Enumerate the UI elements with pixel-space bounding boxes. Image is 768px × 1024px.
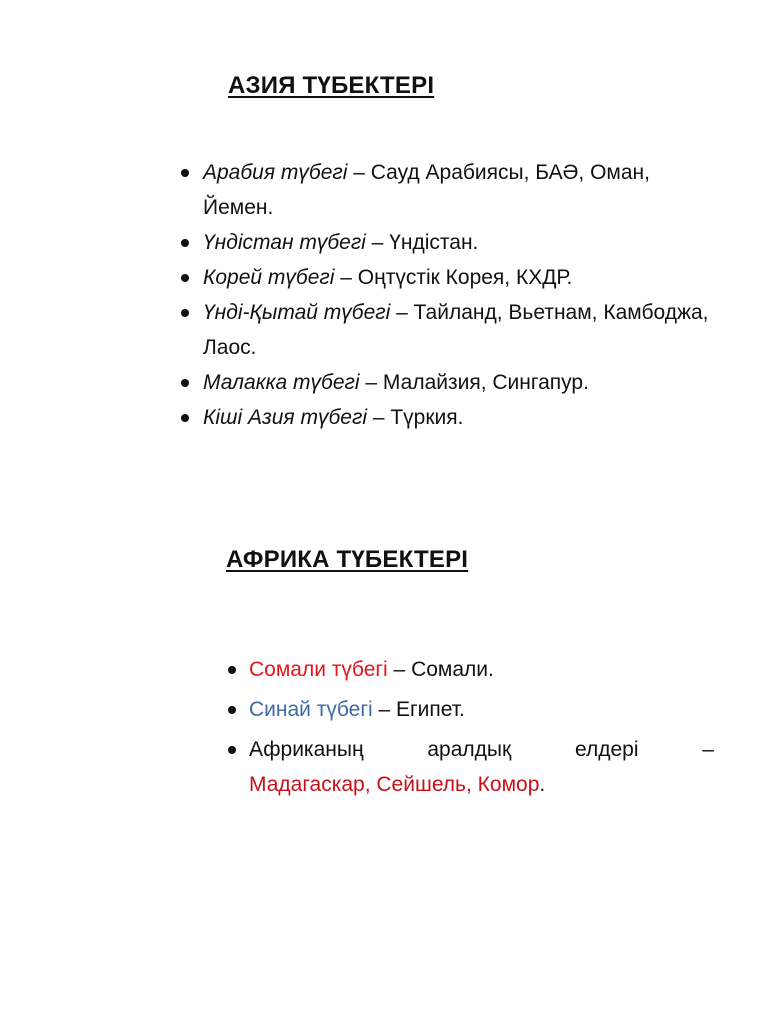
africa-peninsulas-list <box>249 652 714 807</box>
list-item <box>203 400 723 435</box>
dash-separator: – <box>387 658 412 681</box>
country-list: Үндістан. <box>389 231 479 254</box>
period: . <box>539 773 546 796</box>
dash-separator: – <box>372 698 397 721</box>
peninsula-name: Малакка түбегі <box>203 371 360 394</box>
list-item <box>203 260 723 295</box>
list-item <box>203 295 723 365</box>
dash-separator: – <box>390 301 414 324</box>
asia-peninsulas-list <box>203 155 723 435</box>
island-countries-line <box>249 767 714 802</box>
dash-separator: – <box>347 161 371 184</box>
list-item <box>203 365 723 400</box>
peninsula-name: Кіші Азия түбегі <box>203 406 367 429</box>
peninsula-name: Синай түбегі <box>249 698 373 721</box>
dash-separator: – <box>365 231 390 254</box>
asia-peninsulas-heading: АЗИЯ ТҮБЕКТЕРІ <box>228 72 435 99</box>
list-item <box>203 225 723 260</box>
peninsula-name: Арабия түбегі <box>203 161 348 184</box>
africa-peninsulas-heading: АФРИКА ТҮБЕКТЕРІ <box>226 546 469 573</box>
intro-word: Африканың <box>249 738 364 761</box>
country-list: Египет. <box>396 698 465 721</box>
country-list: Сомали. <box>411 658 494 681</box>
list-item <box>249 652 714 687</box>
dash-separator: – <box>359 371 383 394</box>
list-item <box>249 732 714 802</box>
country-list: Сауд Арабиясы, БАӘ, Оман, Йемен. <box>203 161 650 219</box>
intro-word: аралдық <box>427 738 512 761</box>
country-list: Түркия. <box>390 406 464 429</box>
peninsula-name: Сомали түбегі <box>249 658 388 681</box>
country-list: Оңтүстік Корея, КХДР. <box>357 266 573 289</box>
list-item <box>249 692 714 727</box>
intro-word: елдері <box>574 738 639 761</box>
peninsula-name: Корей түбегі <box>203 266 335 289</box>
peninsula-name: Үндістан түбегі <box>203 231 366 254</box>
peninsula-name: Үнді-Қытай түбегі <box>203 301 391 324</box>
dash-separator: – <box>702 738 714 761</box>
country-list: Малайзия, Сингапур. <box>382 371 589 394</box>
country-list: Тайланд, Вьетнам, Камбоджа, Лаос. <box>203 301 709 359</box>
dash-separator: – <box>334 266 358 289</box>
dash-separator: – <box>366 406 391 429</box>
list-item <box>203 155 723 225</box>
island-country-list: Мадагаскар, Сейшель, Комор <box>249 773 540 796</box>
island-countries-intro <box>249 732 714 767</box>
